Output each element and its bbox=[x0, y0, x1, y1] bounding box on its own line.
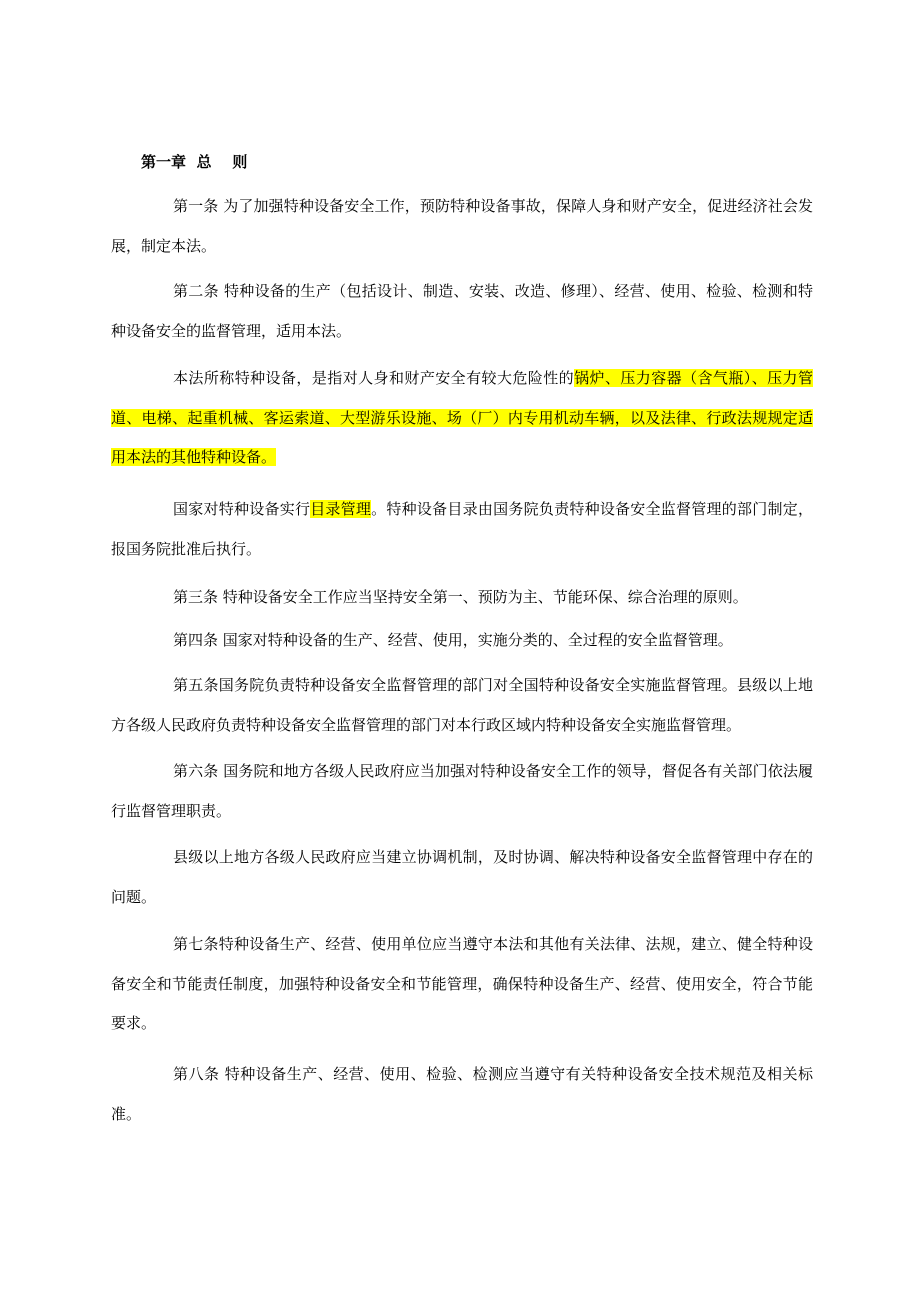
article-1: 第一条 为了加强特种设备安全工作，预防特种设备事故，保障人身和财产安全，促进经济社会发展，制定本法。 bbox=[111, 197, 813, 255]
article-3: 第三条 特种设备安全工作应当坚持安全第一、预防为主、节能环保、综合治理的原则。 bbox=[173, 588, 748, 606]
chapter-heading: 第一章 总 则 bbox=[141, 153, 248, 171]
highlighted-equipment-list: 锅炉、压力容器（含气瓶）、压力管道、电梯、起重机械、客运索道、大型游乐设施、场（厂）内专用机动车辆，以及法律、行政法规规定适用本法的其他特种设备。 bbox=[111, 369, 813, 466]
article-5: 第五条国务院负责特种设备安全监督管理的部门对全国特种设备安全实施监督管理。县级以上地方各级人民政府负责特种设备安全监督管理的部门对本行政区域内特种设备安全实施监督管理。 bbox=[111, 676, 813, 734]
article-7: 第七条特种设备生产、经营、使用单位应当遵守本法和其他有关法律、法规，建立、健全特种设备安全和节能责任制度，加强特种设备安全和节能管理，确保特种设备生产、经营、使用安全，符合节能要求。 bbox=[111, 935, 813, 1032]
highlighted-catalog-term: 目录管理 bbox=[310, 500, 372, 518]
special-equipment-definition bbox=[111, 359, 813, 478]
article-6: 第六条 国务院和地方各级人民政府应当加强对特种设备安全工作的领导，督促各有关部门依法履行监督管理职责。 bbox=[111, 762, 813, 820]
article-2: 第二条 特种设备的生产（包括设计、制造、安装、改造、修理）、经营、使用、检验、检测和特种设备安全的监督管理，适用本法。 bbox=[111, 282, 813, 340]
coordination-paragraph: 县级以上地方各级人民政府应当建立协调机制，及时协调、解决特种设备安全监督管理中存在的问题。 bbox=[111, 848, 813, 906]
definition-intro: 本法所称特种设备，是指对人身和财产安全有较大危险性的 bbox=[173, 369, 575, 387]
catalog-intro: 国家对特种设备实行 bbox=[173, 500, 311, 518]
catalog-tail: 。特种设备目录由国务院负责特种设备安全监督管理的部门制定，报国务院批准后执行。 bbox=[111, 500, 813, 558]
catalog-management bbox=[111, 490, 813, 569]
article-4: 第四条 国家对特种设备的生产、经营、使用，实施分类的、全过程的安全监督管理。 bbox=[173, 631, 733, 649]
article-8: 第八条 特种设备生产、经营、使用、检验、检测应当遵守有关特种设备安全技术规范及相关标准。 bbox=[111, 1065, 813, 1123]
